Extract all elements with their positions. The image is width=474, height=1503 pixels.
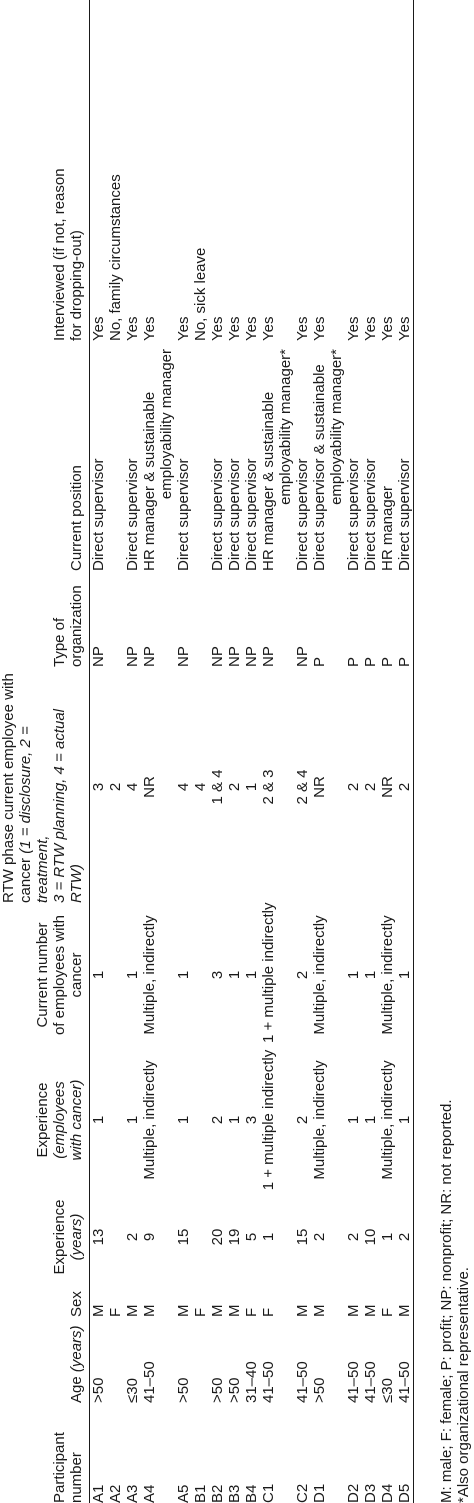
current-position-cell (90, 341, 108, 571)
table-row (209, 0, 226, 1503)
sex-cell: M (345, 1304, 362, 1317)
experience-cancer-cell: 1 (396, 1043, 414, 1193)
header-rtw-phase: RTW phase current employee with cancer (1 = disclosure, 2 = treatment, 3 = RTW planning, 4 = actual RTW) (0, 667, 90, 903)
age-cell: ≤30 (124, 1378, 141, 1403)
organization-type-cell: P (311, 656, 328, 667)
participant-id: D5 (396, 1403, 414, 1503)
current-number-cell: 1 + multiple indirectly (260, 902, 277, 1043)
current-number-cell: 1 (124, 970, 141, 980)
header-row (0, 0, 90, 1503)
age-cell: >50 (311, 1377, 328, 1403)
interviewed-cell: Yes (243, 316, 260, 341)
rtw-phase-cell: 1 & 4 (209, 769, 226, 805)
position-line: Direct supervisor & sustainable (311, 364, 328, 571)
current-number-cell: 1 (362, 970, 379, 980)
position-line: Direct supervisor (175, 458, 192, 571)
rtw-phase-cell: 2 (226, 782, 243, 792)
age-cell: >50 (226, 1377, 243, 1403)
header-organization-type: Type of organization (0, 571, 90, 667)
experience-years-cell: 13 (90, 1228, 107, 1246)
current-position-cell (396, 341, 414, 571)
rtw-phase-cell: 4 (175, 782, 192, 792)
position-line: Direct supervisor (226, 458, 243, 571)
experience-years-cell: 20 (209, 1228, 226, 1246)
current-position-cell (124, 341, 141, 571)
header-experience-cancer: Experience (employees with cancer) (0, 1043, 90, 1193)
experience-cancer-cell: 1 (226, 1115, 243, 1125)
age-cell: >50 (90, 1377, 107, 1403)
interviewed-cell: Yes (260, 316, 277, 341)
participant-id: C1 (260, 1483, 277, 1503)
experience-years-cell: 15 (294, 1228, 311, 1246)
age-cell (107, 1317, 124, 1403)
participant-id: B1 (192, 1484, 209, 1503)
current-position-cell (226, 341, 243, 571)
interviewed-cell: No, family circumstances (107, 174, 124, 341)
position-line: employability manager* (277, 349, 294, 505)
organization-type-cell: P (396, 571, 414, 667)
position-line: Direct supervisor (362, 458, 379, 571)
experience-cancer-cell (192, 1043, 209, 1193)
rtw-phase-cell: 3 (90, 782, 107, 792)
organization-type-cell (192, 571, 209, 667)
sex-cell: F (260, 1307, 277, 1317)
sex-cell: M (124, 1304, 141, 1317)
table-body (90, 0, 414, 1503)
current-position-cell (362, 341, 379, 571)
current-number-cell: 1 (396, 903, 414, 1043)
age-cell: 41–50 (294, 1361, 311, 1403)
interviewed-cell: Yes (362, 316, 379, 341)
rtw-phase-cell: 2 & 3 (260, 769, 277, 805)
organization-type-cell: NP (209, 646, 226, 667)
experience-cancer-cell: 1 (124, 1115, 141, 1125)
participant-id: B3 (226, 1484, 243, 1503)
experience-years-cell: 2 (311, 1232, 328, 1242)
interviewed-cell: Yes (294, 316, 311, 341)
position-line: Direct supervisor (209, 458, 226, 571)
current-number-cell: Multiple, indirectly (379, 915, 396, 1035)
header-sex: Sex (0, 1277, 90, 1317)
experience-years-cell: 19 (226, 1228, 243, 1246)
table-row (107, 0, 124, 1503)
asterisk-note: *Also organizational representative. (455, 1267, 472, 1503)
experience-years-cell: 1 (379, 1232, 396, 1242)
interviewed-cell: Yes (396, 0, 414, 341)
experience-years-cell: 1 (260, 1232, 277, 1242)
table-row (192, 0, 209, 1503)
sex-cell: F (192, 1307, 209, 1317)
participant-id: D4 (379, 1483, 396, 1503)
interviewed-cell: Yes (379, 316, 396, 341)
position-line: Direct supervisor (345, 458, 362, 571)
experience-cancer-cell (107, 1043, 124, 1193)
table-row (379, 0, 396, 1503)
age-cell: 41–50 (260, 1361, 277, 1403)
position-line: HR manager (379, 485, 396, 571)
current-position-cell (311, 341, 345, 571)
participant-id: A5 (175, 1484, 192, 1503)
organization-type-cell: NP (141, 646, 158, 667)
position-line: Direct supervisor (294, 458, 311, 571)
interviewed-cell: Yes (175, 316, 192, 341)
current-number-cell: 1 (175, 970, 192, 980)
current-position-cell (294, 341, 311, 571)
current-position-cell (107, 341, 124, 571)
interviewed-cell: Yes (311, 316, 328, 341)
current-number-cell (107, 903, 124, 1043)
experience-years-cell (192, 1193, 209, 1277)
header-current-position: Current position (0, 341, 90, 571)
interviewed-cell: No, sick leave (192, 247, 209, 341)
interviewed-cell: Yes (141, 316, 158, 341)
organization-type-cell: NP (243, 646, 260, 667)
participant-id: D3 (362, 1483, 379, 1503)
rtw-phase-cell: 2 & 4 (294, 769, 311, 805)
interviewed-cell: Yes (226, 316, 243, 341)
participant-id: A1 (90, 1484, 107, 1503)
header-experience-years: Experience (years) (0, 1193, 90, 1277)
interviewed-cell: Yes (90, 316, 107, 341)
table-row (141, 0, 175, 1503)
age-cell: >50 (209, 1377, 226, 1403)
experience-cancer-cell: 1 (90, 1115, 107, 1125)
experience-cancer-cell: Multiple, indirectly (379, 1060, 396, 1180)
participant-id: A4 (141, 1484, 158, 1503)
rtw-phase-cell: 2 (345, 782, 362, 792)
experience-cancer-cell: Multiple, indirectly (311, 1060, 328, 1180)
current-position-cell (141, 341, 175, 571)
age-cell: 41–50 (362, 1361, 379, 1403)
rtw-phase-cell: NR (141, 776, 158, 798)
rtw-phase-cell: 4 (192, 782, 209, 792)
current-position-cell (379, 341, 396, 571)
table-row (175, 0, 192, 1503)
sex-cell: M (175, 1304, 192, 1317)
header-age: Age (years) (0, 1317, 90, 1403)
organization-type-cell: NP (260, 646, 277, 667)
rtw-phase-cell: NR (311, 776, 328, 798)
table-row (90, 0, 108, 1503)
position-line: Direct supervisor (124, 458, 141, 571)
experience-years-cell: 15 (175, 1228, 192, 1246)
participant-id: D1 (311, 1483, 328, 1503)
current-number-cell: Multiple, indirectly (311, 915, 328, 1035)
position-line: Direct supervisor (243, 458, 260, 571)
table-row (260, 0, 294, 1503)
current-number-cell: 3 (209, 970, 226, 980)
sex-cell: M (396, 1277, 414, 1317)
position-line: HR manager & sustainable (141, 391, 158, 571)
experience-cancer-cell: 1 + multiple indirectly (260, 1049, 277, 1191)
current-position-cell (243, 341, 260, 571)
organization-type-cell: NP (124, 646, 141, 667)
rtw-phase-cell: 2 (107, 782, 124, 792)
experience-years-cell: 2 (124, 1232, 141, 1242)
position-line: employability manager* (328, 349, 345, 505)
position-line: Direct supervisor (396, 458, 413, 571)
rtw-phase-cell: 2 (396, 667, 414, 903)
position-line: HR manager & sustainable (260, 391, 277, 571)
organization-type-cell: NP (175, 646, 192, 667)
header-interviewed: Interviewed (if not, reason for dropping-out) (0, 0, 90, 341)
current-number-cell: 1 (243, 970, 260, 980)
current-position-cell (260, 341, 294, 571)
sex-cell: F (107, 1307, 124, 1317)
organization-type-cell: P (345, 656, 362, 667)
current-number-cell: Multiple, indirectly (141, 915, 158, 1035)
experience-cancer-cell: 2 (209, 1115, 226, 1125)
experience-years-cell (107, 1193, 124, 1277)
table-row (311, 0, 345, 1503)
current-position-cell (192, 341, 209, 571)
interviewed-cell: Yes (345, 316, 362, 341)
table-row (362, 0, 379, 1503)
current-number-cell: 1 (345, 970, 362, 980)
current-position-cell (209, 341, 226, 571)
age-cell: >50 (175, 1377, 192, 1403)
age-cell: 41–50 (396, 1317, 414, 1403)
interviewed-cell: Yes (124, 316, 141, 341)
current-number-cell: 2 (294, 970, 311, 980)
position-line: employability manager (158, 349, 175, 500)
participant-id: C2 (294, 1483, 311, 1503)
sex-cell: M (294, 1304, 311, 1317)
organization-type-cell: NP (90, 646, 107, 667)
sex-cell: M (226, 1304, 243, 1317)
experience-cancer-cell: 3 (243, 1115, 260, 1125)
rtw-phase-cell: 4 (124, 782, 141, 792)
current-position-cell (175, 341, 192, 571)
header-current-number: Current number of employees with cancer (0, 903, 90, 1043)
experience-years-cell: 9 (141, 1232, 158, 1242)
age-cell: 41–50 (345, 1361, 362, 1403)
participant-id: A2 (107, 1484, 124, 1503)
position-line: Direct supervisor (90, 458, 107, 571)
age-cell: ≤30 (379, 1378, 396, 1403)
participant-id: B2 (209, 1484, 226, 1503)
table-notes (438, 1100, 472, 1503)
experience-cancer-cell: 1 (175, 1115, 192, 1125)
sex-cell: F (379, 1307, 396, 1317)
organization-type-cell: P (379, 656, 396, 667)
sex-cell: M (311, 1304, 328, 1317)
participant-id: A3 (124, 1484, 141, 1503)
organization-type-cell (107, 571, 124, 667)
sex-cell: M (209, 1304, 226, 1317)
table-row (124, 0, 141, 1503)
table-row (294, 0, 311, 1503)
organization-type-cell: NP (294, 646, 311, 667)
rtw-phase-cell: NR (379, 776, 396, 798)
current-number-cell (192, 903, 209, 1043)
organization-type-cell: NP (226, 646, 243, 667)
experience-cancer-cell: 1 (362, 1115, 379, 1125)
experience-cancer-cell: Multiple, indirectly (141, 1060, 158, 1180)
participant-id: B4 (243, 1484, 260, 1503)
age-cell: 31–40 (243, 1361, 260, 1403)
table-row (396, 0, 414, 1503)
participant-id: D2 (345, 1483, 362, 1503)
table-row (345, 0, 362, 1503)
header-participant: Participant number (0, 1403, 90, 1503)
rtw-phase-cell: 2 (362, 782, 379, 792)
experience-years-cell: 2 (345, 1232, 362, 1242)
experience-cancer-cell: 1 (345, 1115, 362, 1125)
abbreviation-note: M: male; F: female; P: profit; NP: nonprofit; NR: not reported. (438, 1099, 455, 1503)
sex-cell: M (141, 1304, 158, 1317)
current-number-cell: 1 (90, 970, 107, 980)
rtw-phase-cell: 1 (243, 782, 260, 792)
experience-years-cell: 10 (362, 1228, 379, 1246)
sex-cell: M (90, 1304, 107, 1317)
experience-years-cell: 2 (396, 1193, 414, 1277)
sex-cell: M (362, 1304, 379, 1317)
current-position-cell (345, 341, 362, 571)
current-number-cell: 1 (226, 970, 243, 980)
age-cell: 41–50 (141, 1361, 158, 1403)
sex-cell: F (243, 1307, 260, 1317)
table-row (226, 0, 243, 1503)
table-row (243, 0, 260, 1503)
experience-cancer-cell: 2 (294, 1115, 311, 1125)
interviewed-cell: Yes (209, 316, 226, 341)
age-cell (192, 1317, 209, 1403)
organization-type-cell: P (362, 656, 379, 667)
experience-years-cell: 5 (243, 1232, 260, 1242)
